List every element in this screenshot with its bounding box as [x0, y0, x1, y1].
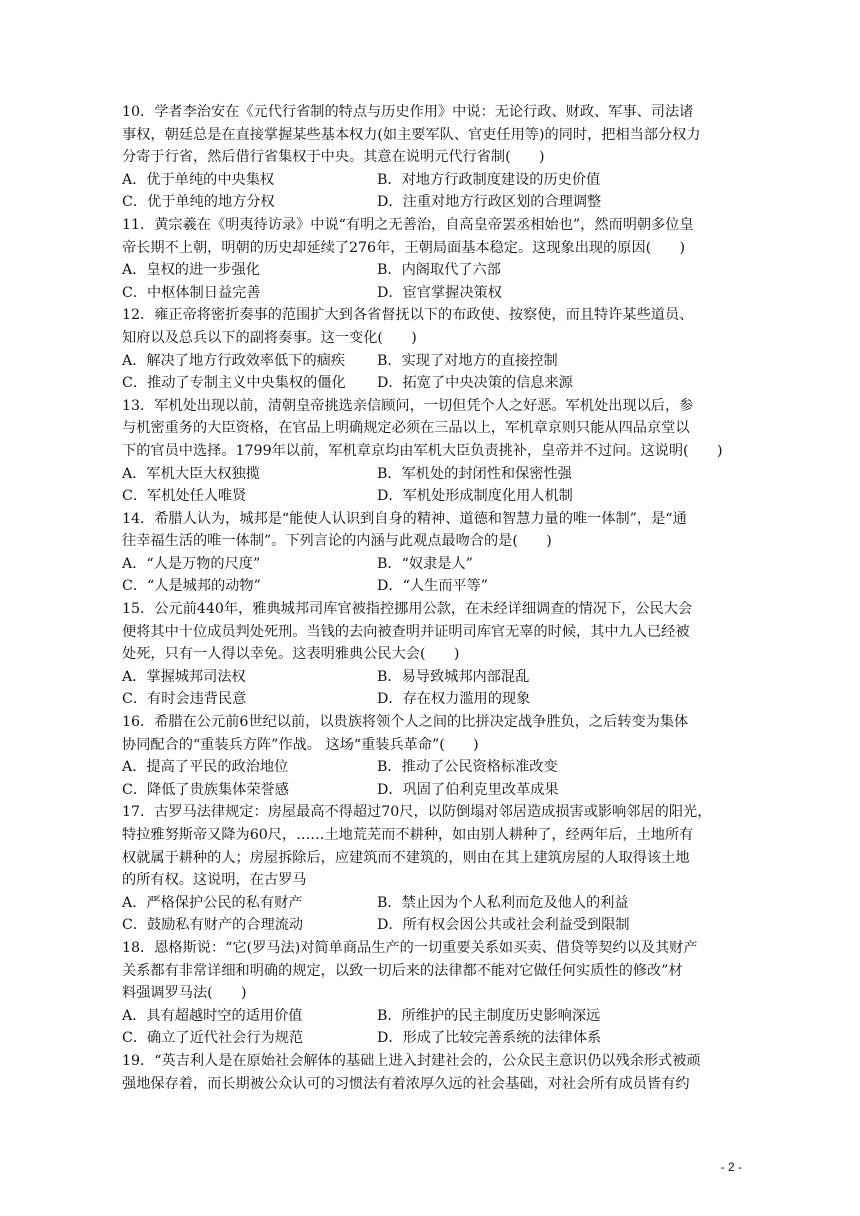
option-b: B．军机处的封闭性和保密性强: [377, 465, 572, 482]
option-a: A．掌握城邦司法权: [122, 668, 246, 685]
option-c: C．优于单纯的地方分权: [122, 194, 275, 211]
option-d: D．拓宽了中央决策的信息来源: [377, 375, 573, 392]
option-row: [122, 191, 742, 214]
option-c: C．确立了近代社会行为规范: [122, 1030, 304, 1047]
question-stem: 12．雍正帝将密折奏事的范围扩大到各省督抚以下的布政使、按察使，而且特许某些道员、: [122, 307, 694, 324]
option-row: [122, 553, 742, 576]
question-stem: 权就属于耕种的人；房屋拆除后，应建筑而不建筑的，则由在其上建筑房屋的人取得该土地: [122, 849, 690, 866]
option-b: B．“奴隶是人”: [377, 555, 473, 572]
option-a: A．军机大臣大权独揽: [122, 465, 260, 482]
option-row: [122, 463, 742, 486]
option-row: [122, 485, 742, 508]
question-stem: 关系都有非常详细和明确的规定，以致一切后来的法律都不能对它做任何实质性的修改”材: [122, 962, 683, 979]
option-row: [122, 666, 742, 689]
question-18: [122, 937, 742, 1050]
question-stem: 10．学者李治安在《元代行省制的特点与历史作用》中说：无论行政、财政、军事、司法诸: [122, 104, 694, 120]
option-b: B．内阁取代了六部: [377, 262, 501, 279]
option-b: B．所维护的民主制度历史影响深远: [377, 1007, 601, 1024]
option-c: C．鼓励私有财产的合理流动: [122, 917, 304, 934]
option-row: [122, 688, 742, 711]
question-stem: 与机密重务的大臣资格，在官品上明确规定必须在三品以上，军机章京则只能从四品京堂以: [122, 420, 690, 437]
question-stem: 事权，朝廷总是在直接掌握某些基本权力(如主要军队、官吏任用等)的同时，把相当部分权力: [122, 126, 701, 143]
option-c: C．军机处任人唯贤: [122, 488, 247, 505]
question-stem: 14．希腊人认为，城邦是“能使人认识到自身的精神、道德和智慧力量的唯一体制”，是“通: [122, 510, 687, 527]
option-a: A．提高了平民的政治地位: [122, 759, 289, 776]
question-11: [122, 214, 742, 304]
question-stem: 的所有权。这说明，在古罗马: [122, 872, 307, 889]
option-b: B．对地方行政制度建设的历史价值: [377, 171, 601, 188]
question-stem: 往幸福生活的唯一体制”。下列言论的内涵与此观点最吻合的是( ): [122, 533, 552, 550]
option-c: C．降低了贵族集体荣誉感: [122, 781, 289, 798]
option-row: [122, 1005, 742, 1028]
question-stem: 便将其中十位成员判处死刑。当钱的去向被查明并证明司库官无辜的时候，其中九人已经被: [122, 623, 690, 640]
option-c: C．“人是城邦的动物”: [122, 578, 261, 595]
option-row: [122, 350, 742, 373]
question-stem: 知府以及总兵以下的副将奏事。这一变化( ): [122, 329, 417, 346]
exam-page-content: [122, 101, 742, 1095]
question-15: [122, 598, 742, 711]
question-stem: 15．公元前440年，雅典城邦司库官被指控挪用公款，在未经详细调查的情况下，公民大会: [122, 601, 693, 618]
question-stem: 18．恩格斯说：“它(罗马法)对简单商品生产的一切重要关系如买卖、借贷等契约以及其财产: [122, 939, 698, 956]
option-row: [122, 169, 742, 192]
option-a: A．优于单纯的中央集权: [122, 171, 275, 188]
option-row: [122, 372, 742, 395]
option-a: A．“人是万物的尺度”: [122, 555, 261, 572]
option-d: D．形成了比较完善系统的法律体系: [377, 1030, 602, 1047]
question-19: [122, 1050, 742, 1095]
option-c: C．推动了专制主义中央集权的僵化: [122, 375, 346, 392]
question-16: [122, 711, 742, 801]
option-row: [122, 779, 742, 802]
option-d: D．宦官掌握决策权: [377, 284, 502, 301]
option-d: D．军机处形成制度化用人机制: [377, 488, 573, 505]
option-row: [122, 892, 742, 915]
option-a: A．解决了地方行政效率低下的痼疾: [122, 352, 346, 369]
option-row: [122, 756, 742, 779]
question-17: [122, 801, 742, 937]
question-stem: 17．古罗马法律规定：房屋最高不得超过70尺，以防倒塌对邻居造成损害或影响邻居的阳光，: [122, 804, 712, 821]
question-14: [122, 508, 742, 598]
option-b: B．易导致城邦内部混乱: [377, 668, 530, 685]
option-a: A．严格保护公民的私有财产: [122, 894, 303, 911]
option-a: A．具有超越时空的适用价值: [122, 1007, 303, 1024]
option-a: A．皇权的进一步强化: [122, 262, 260, 279]
option-d: D．注重对地方行政区划的合理调整: [377, 194, 602, 211]
question-stem: 下的官员中选择。1799年以前，军机章京均由军机大臣负责挑补，皇帝并不过问。这说明( ): [122, 442, 723, 459]
option-d: D．巩固了伯利克里改革成果: [377, 781, 559, 798]
option-d: D．“人生而平等”: [377, 578, 489, 595]
question-stem: 13．军机处出现以前，清朝皇帝挑选亲信顾问，一切但凭个人之好恶。军机处出现以后，参: [122, 397, 694, 414]
option-c: C．有时会违背民意: [122, 691, 247, 708]
question-stem: 分寄于行省，然后借行省集权于中央。其意在说明元代行省制( ): [122, 149, 545, 166]
option-row: [122, 914, 742, 937]
option-row: [122, 259, 742, 282]
question-stem: 强地保存着，而长期被公众认可的习惯法有着浓厚久远的社会基础，对社会所有成员皆有约: [122, 1075, 690, 1092]
question-12: [122, 304, 742, 394]
question-stem: 11．黄宗羲在《明夷待访录》中说“有明之无善治，自高皇帝罢丞相始也”，然而明朝多位皇: [122, 216, 694, 233]
option-d: D．存在权力滥用的现象: [377, 691, 531, 708]
question-stem: 协同配合的“重装兵方阵”作战。 这场“重装兵革命”( ): [122, 736, 479, 753]
question-10: [122, 101, 742, 214]
option-c: C．中枢体制日益完善: [122, 284, 261, 301]
option-b: B．实现了对地方的直接控制: [377, 352, 558, 369]
option-b: B．推动了公民资格标准改变: [377, 759, 558, 776]
question-13: [122, 395, 742, 508]
question-stem: 料强调罗马法( ): [122, 985, 247, 1002]
question-stem: 16．希腊在公元前6世纪以前，以贵族将领个人之间的比拼决定战争胜负，之后转变为集体: [122, 714, 689, 731]
option-row: [122, 575, 742, 598]
option-row: [122, 282, 742, 305]
question-stem: 处死，只有一人得以幸免。这表明雅典公民大会( ): [122, 646, 460, 663]
question-stem: 帝长期不上朝，明朝的历史却延续了276年，王朝局面基本稳定。这现象出现的原因( ): [122, 239, 686, 256]
question-stem: 特拉雅努斯帝又降为60尺，……土地荒芜而不耕种，如由别人耕种了，经两年后，土地所有: [122, 827, 694, 843]
option-row: [122, 1027, 742, 1050]
option-d: D．所有权会因公共或社会利益受到限制: [377, 917, 630, 934]
question-stem: 19．“英吉利人是在原始社会解体的基础上进入封建社会的，公众民主意识仍以残余形式被顽: [122, 1052, 701, 1069]
option-b: B．禁止因为个人私利而危及他人的利益: [377, 894, 629, 911]
page-number: - 2 -: [720, 1160, 742, 1174]
